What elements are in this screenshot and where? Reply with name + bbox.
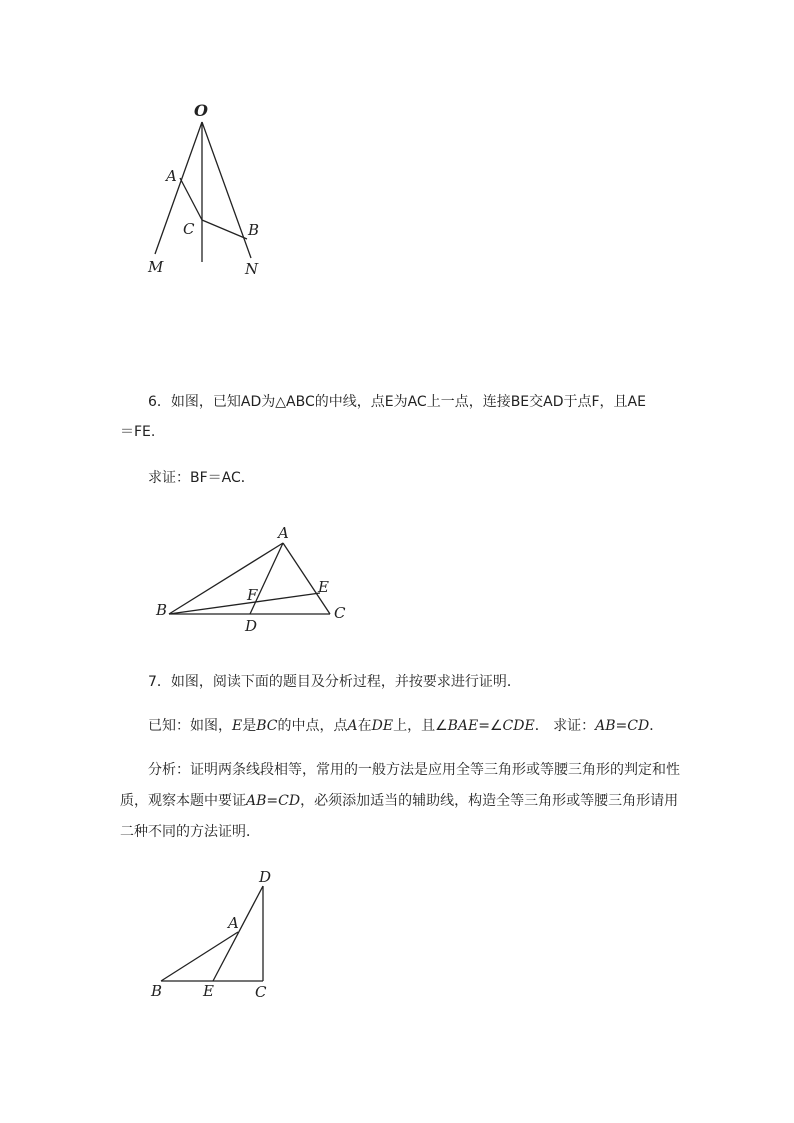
given-mid4: 上，且∠: [393, 718, 448, 734]
label-m: M: [148, 258, 164, 276]
given-mid3: 在: [357, 718, 372, 734]
label-a: A: [228, 914, 239, 932]
analysis2-b: ，必须添加适当的辅助线，构造全等三角形或等腰三角形请用: [300, 793, 679, 809]
label-n: N: [245, 260, 259, 278]
label-e: E: [203, 982, 214, 1000]
given-a: A: [347, 718, 358, 734]
label-d: D: [259, 868, 272, 886]
label-a: A: [166, 167, 177, 185]
problem7-analysis3: 二种不同的方法证明．: [120, 824, 260, 840]
given-ab-cd: AB=CD: [595, 718, 650, 734]
given-mid5: ． 求证：: [534, 718, 596, 734]
given-cde: CDE: [502, 718, 535, 734]
given-eq: =∠: [478, 718, 503, 734]
label-c: C: [183, 220, 195, 238]
label-b: B: [151, 982, 163, 1000]
segment-de: [213, 886, 263, 981]
given-de: DE: [371, 718, 394, 734]
label-f: F: [247, 586, 258, 604]
label-o: O: [194, 101, 208, 120]
problem6-line2: ＝FE.: [120, 424, 156, 440]
label-b: B: [156, 601, 168, 619]
given-e: E: [232, 718, 243, 734]
problem7-analysis1: 分析：证明两条线段相等，常用的一般方法是应用全等三角形或等腰三角形的判定和性: [148, 762, 680, 778]
label-b: B: [248, 221, 260, 239]
given-mid1: 是: [242, 718, 257, 734]
problem6-line1: 6．如图，已知AD为△ABC的中线，点E为AC上一点，连接BE交AD于点F，且AE: [148, 394, 646, 410]
label-c: C: [255, 983, 267, 1001]
analysis2-a: 质，观察本题中要证: [120, 793, 246, 809]
given-end: ．: [649, 718, 664, 734]
given-bae: BAE: [447, 718, 479, 734]
analysis2-ab-cd: AB=CD: [246, 793, 301, 809]
problem6-prove: 求证：BF＝AC．: [148, 470, 255, 486]
label-c: C: [334, 604, 346, 622]
label-a: A: [278, 524, 289, 542]
label-d: D: [245, 617, 258, 635]
given-mid2: 的中点，点: [277, 718, 348, 734]
given-bc: BC: [256, 718, 278, 734]
problem7-intro: 7．如图，阅读下面的题目及分析过程，并按要求进行证明．: [148, 674, 521, 690]
given-prefix: 已知：如图，: [148, 718, 232, 734]
label-e: E: [318, 578, 329, 596]
